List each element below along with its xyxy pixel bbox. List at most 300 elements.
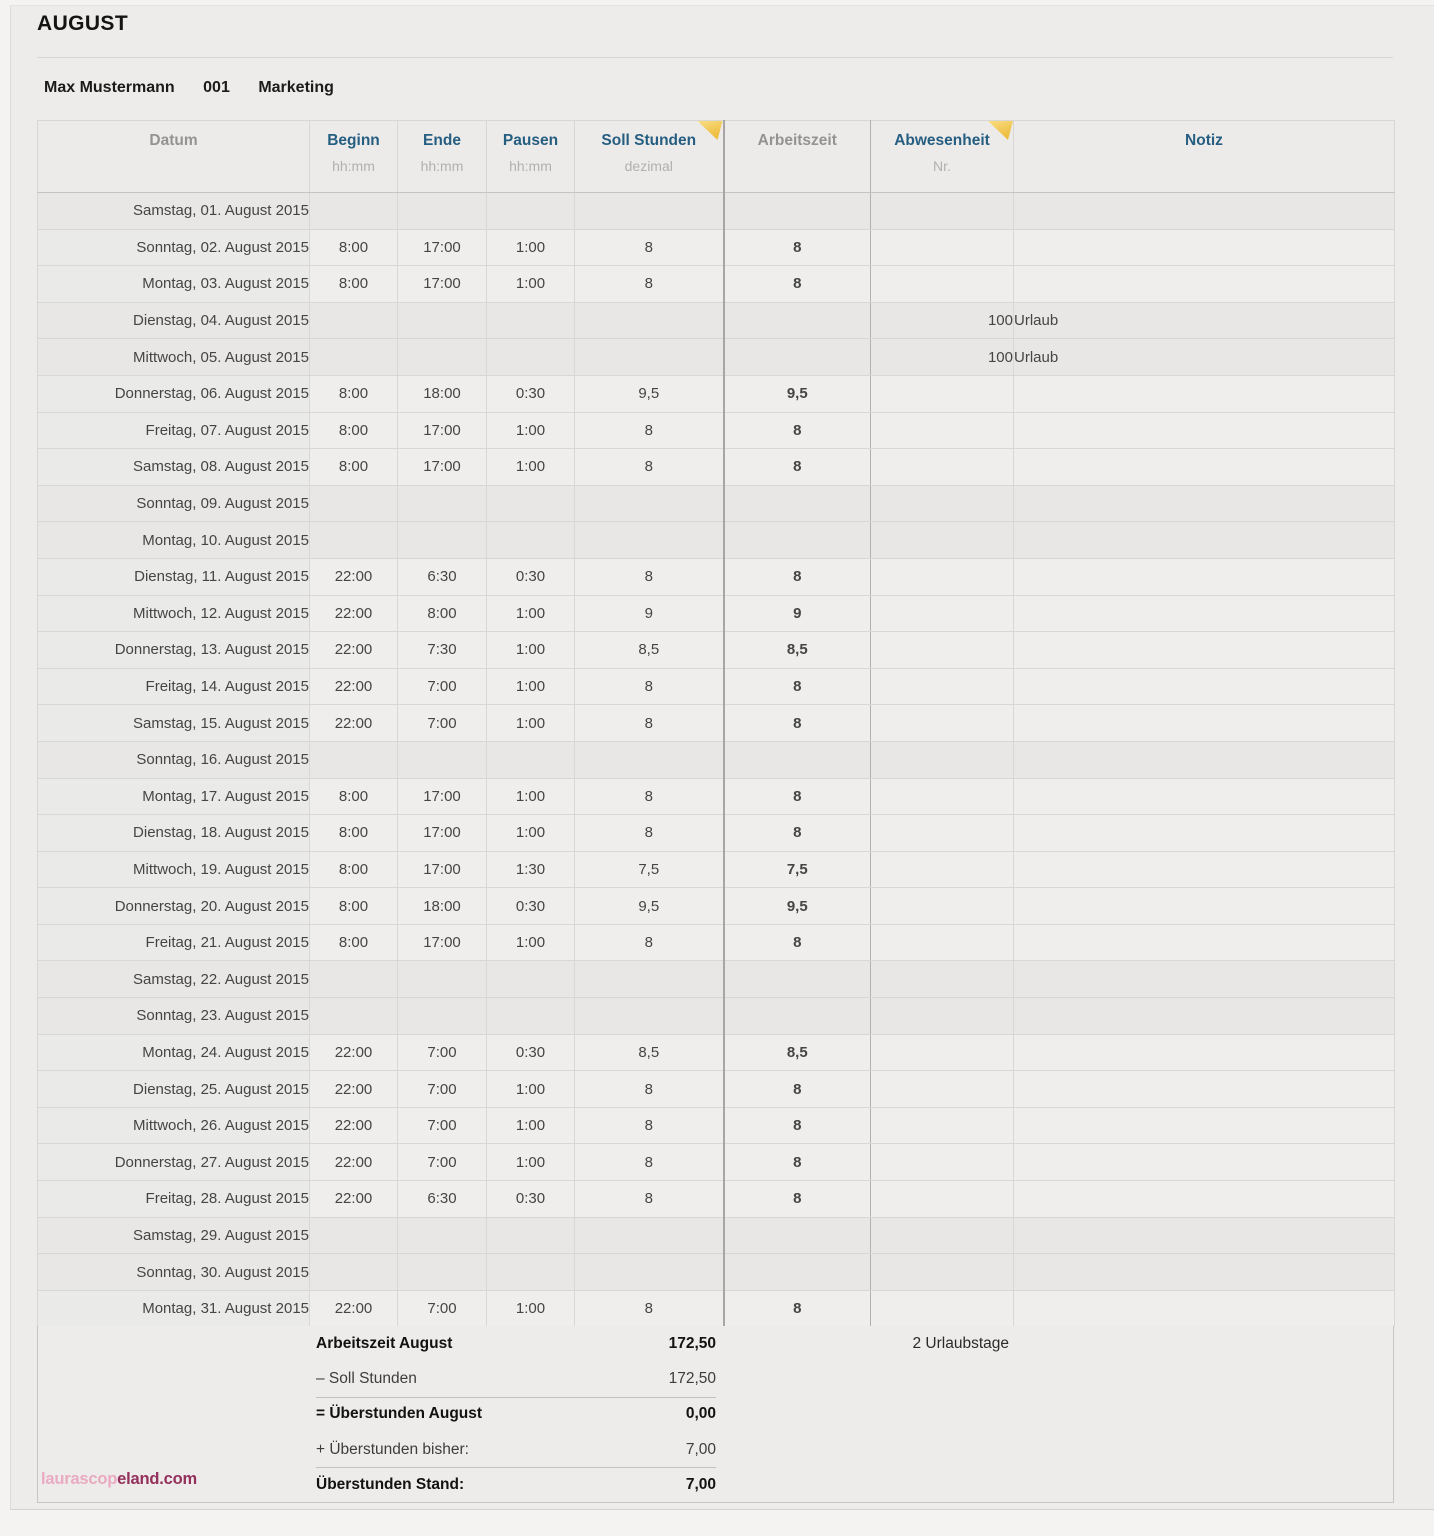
cell-date[interactable]: Mittwoch, 05. August 2015 — [38, 339, 310, 376]
cell-notiz[interactable] — [1014, 705, 1395, 742]
cell-pausen[interactable] — [487, 1217, 575, 1254]
cell-date[interactable]: Samstag, 08. August 2015 — [38, 449, 310, 486]
cell-beginn[interactable]: 8:00 — [310, 888, 398, 925]
cell-abwesenheit[interactable] — [871, 741, 1014, 778]
cell-ende[interactable]: 7:00 — [398, 1034, 487, 1071]
cell-arbeitszeit[interactable]: 8 — [724, 1290, 871, 1327]
cell-pausen[interactable]: 1:00 — [487, 1071, 575, 1108]
timesheet-page — [10, 5, 1434, 1510]
cell-soll[interactable]: 8 — [575, 412, 724, 449]
cell-pausen[interactable]: 1:00 — [487, 1107, 575, 1144]
cell-arbeitszeit[interactable]: 8 — [724, 412, 871, 449]
cell-ende[interactable]: 7:00 — [398, 705, 487, 742]
cell-date[interactable]: Sonntag, 16. August 2015 — [38, 741, 310, 778]
cell-ende[interactable]: 18:00 — [398, 888, 487, 925]
cell-abwesenheit[interactable] — [871, 1071, 1014, 1108]
cell-notiz[interactable] — [1014, 815, 1395, 852]
cell-soll[interactable] — [575, 741, 724, 778]
cell-soll[interactable]: 8 — [575, 1144, 724, 1181]
cell-abwesenheit[interactable] — [871, 375, 1014, 412]
table-row — [38, 1290, 1395, 1327]
cell-date[interactable]: Donnerstag, 06. August 2015 — [38, 375, 310, 412]
cell-soll[interactable] — [575, 1217, 724, 1254]
cell-ende[interactable] — [398, 998, 487, 1035]
table-row — [38, 1181, 1395, 1218]
cell-date[interactable]: Sonntag, 23. August 2015 — [38, 998, 310, 1035]
cell-arbeitszeit[interactable]: 8 — [724, 1144, 871, 1181]
cell-soll[interactable]: 8 — [575, 815, 724, 852]
cell-date[interactable]: Samstag, 29. August 2015 — [38, 1217, 310, 1254]
cell-soll[interactable]: 8 — [575, 266, 724, 303]
cell-soll[interactable]: 8 — [575, 778, 724, 815]
cell-beginn[interactable] — [310, 339, 398, 376]
cell-abwesenheit[interactable] — [871, 449, 1014, 486]
timesheet-table — [37, 120, 1396, 1327]
cell-soll[interactable]: 8 — [575, 1107, 724, 1144]
cell-abwesenheit[interactable] — [871, 229, 1014, 266]
cell-beginn[interactable]: 8:00 — [310, 851, 398, 888]
summary-value: 7,00 — [685, 1475, 716, 1493]
table-row — [38, 339, 1395, 376]
cell-arbeitszeit[interactable]: 9 — [724, 595, 871, 632]
cell-notiz[interactable] — [1014, 1217, 1395, 1254]
cell-soll[interactable]: 8 — [575, 229, 724, 266]
cell-beginn[interactable]: 22:00 — [310, 632, 398, 669]
cell-ende[interactable] — [398, 302, 487, 339]
cell-notiz[interactable] — [1014, 961, 1395, 998]
summary-label: – Soll Stunden — [316, 1369, 417, 1387]
cell-soll[interactable]: 8 — [575, 705, 724, 742]
cell-beginn[interactable] — [310, 998, 398, 1035]
cell-ende[interactable] — [398, 193, 487, 230]
cell-soll[interactable]: 9,5 — [575, 888, 724, 925]
cell-abwesenheit[interactable] — [871, 1254, 1014, 1291]
cell-pausen[interactable] — [487, 302, 575, 339]
cell-arbeitszeit[interactable] — [724, 339, 871, 376]
cell-ende[interactable]: 6:30 — [398, 558, 487, 595]
cell-abwesenheit[interactable] — [871, 668, 1014, 705]
cell-arbeitszeit[interactable]: 8 — [724, 668, 871, 705]
cell-soll[interactable]: 8,5 — [575, 1034, 724, 1071]
cell-abwesenheit[interactable] — [871, 485, 1014, 522]
cell-soll[interactable] — [575, 193, 724, 230]
summary-value: 172,50 — [668, 1369, 716, 1387]
cell-beginn[interactable] — [310, 1217, 398, 1254]
table-row — [38, 1254, 1395, 1291]
cell-abwesenheit[interactable] — [871, 705, 1014, 742]
table-row — [38, 485, 1395, 522]
cell-arbeitszeit[interactable]: 8 — [724, 558, 871, 595]
table-row — [38, 1217, 1395, 1254]
cell-soll[interactable]: 8,5 — [575, 632, 724, 669]
cell-pausen[interactable]: 1:00 — [487, 668, 575, 705]
summary-row — [38, 1432, 1393, 1467]
cell-beginn[interactable]: 8:00 — [310, 412, 398, 449]
cell-ende[interactable]: 7:00 — [398, 668, 487, 705]
employee-id[interactable]: 001 — [203, 79, 230, 96]
summary-value: 172,50 — [668, 1334, 716, 1352]
table-row — [38, 302, 1395, 339]
cell-arbeitszeit[interactable]: 8 — [724, 815, 871, 852]
cell-date[interactable]: Freitag, 07. August 2015 — [38, 412, 310, 449]
cell-date[interactable]: Sonntag, 09. August 2015 — [38, 485, 310, 522]
cell-beginn[interactable]: 22:00 — [310, 1290, 398, 1327]
summary-value: 7,00 — [685, 1440, 716, 1458]
cell-abwesenheit[interactable] — [871, 851, 1014, 888]
cell-soll[interactable]: 7,5 — [575, 851, 724, 888]
cell-abwesenheit[interactable] — [871, 961, 1014, 998]
cell-date[interactable]: Sonntag, 02. August 2015 — [38, 229, 310, 266]
cell-notiz[interactable] — [1014, 485, 1395, 522]
cell-notiz[interactable] — [1014, 924, 1395, 961]
table-row — [38, 998, 1395, 1035]
cell-pausen[interactable]: 1:00 — [487, 1144, 575, 1181]
cell-pausen[interactable]: 1:00 — [487, 632, 575, 669]
cell-ende[interactable]: 17:00 — [398, 851, 487, 888]
cell-date[interactable]: Mittwoch, 12. August 2015 — [38, 595, 310, 632]
cell-date[interactable]: Samstag, 01. August 2015 — [38, 193, 310, 230]
cell-soll[interactable]: 8 — [575, 558, 724, 595]
table-row — [38, 1107, 1395, 1144]
cell-arbeitszeit[interactable] — [724, 522, 871, 559]
summary-label: Überstunden Stand: — [316, 1475, 465, 1493]
cell-ende[interactable]: 17:00 — [398, 778, 487, 815]
cell-arbeitszeit[interactable]: 7,5 — [724, 851, 871, 888]
cell-beginn[interactable]: 22:00 — [310, 595, 398, 632]
cell-ende[interactable]: 17:00 — [398, 412, 487, 449]
cell-date[interactable]: Samstag, 15. August 2015 — [38, 705, 310, 742]
cell-notiz[interactable] — [1014, 1144, 1395, 1181]
employee-department[interactable]: Marketing — [258, 79, 334, 96]
cell-pausen[interactable]: 1:30 — [487, 851, 575, 888]
cell-beginn[interactable]: 8:00 — [310, 815, 398, 852]
cell-abwesenheit[interactable] — [871, 1181, 1014, 1218]
cell-soll[interactable] — [575, 339, 724, 376]
watermark — [41, 1470, 197, 1489]
cell-pausen[interactable]: 1:00 — [487, 595, 575, 632]
cell-arbeitszeit[interactable] — [724, 1254, 871, 1291]
cell-soll[interactable] — [575, 1254, 724, 1291]
cell-abwesenheit[interactable] — [871, 1034, 1014, 1071]
table-row — [38, 741, 1395, 778]
cell-notiz[interactable] — [1014, 375, 1395, 412]
cell-notiz[interactable] — [1014, 193, 1395, 230]
cell-soll[interactable]: 8 — [575, 668, 724, 705]
cell-abwesenheit[interactable] — [871, 412, 1014, 449]
employee-row — [44, 79, 358, 97]
cell-pausen[interactable]: 0:30 — [487, 1181, 575, 1218]
cell-beginn[interactable] — [310, 961, 398, 998]
cell-beginn[interactable]: 22:00 — [310, 558, 398, 595]
cell-ende[interactable] — [398, 485, 487, 522]
cell-beginn[interactable]: 8:00 — [310, 375, 398, 412]
cell-ende[interactable]: 7:00 — [398, 1071, 487, 1108]
cell-date[interactable]: Montag, 03. August 2015 — [38, 266, 310, 303]
cell-pausen[interactable] — [487, 339, 575, 376]
cell-pausen[interactable]: 1:00 — [487, 229, 575, 266]
table-row — [38, 705, 1395, 742]
cell-ende[interactable] — [398, 522, 487, 559]
cell-date[interactable]: Montag, 10. August 2015 — [38, 522, 310, 559]
cell-notiz[interactable] — [1014, 595, 1395, 632]
cell-arbeitszeit[interactable] — [724, 741, 871, 778]
cell-beginn[interactable]: 22:00 — [310, 1181, 398, 1218]
cell-notiz[interactable]: Urlaub — [1014, 339, 1395, 376]
cell-pausen[interactable]: 1:00 — [487, 449, 575, 486]
cell-abwesenheit[interactable] — [871, 778, 1014, 815]
cell-pausen[interactable]: 1:00 — [487, 705, 575, 742]
cell-ende[interactable]: 7:00 — [398, 1107, 487, 1144]
cell-pausen[interactable] — [487, 193, 575, 230]
cell-date[interactable]: Dienstag, 04. August 2015 — [38, 302, 310, 339]
cell-arbeitszeit[interactable]: 9,5 — [724, 375, 871, 412]
cell-arbeitszeit[interactable] — [724, 485, 871, 522]
cell-pausen[interactable]: 1:00 — [487, 815, 575, 852]
cell-beginn[interactable]: 22:00 — [310, 1071, 398, 1108]
cell-ende[interactable]: 6:30 — [398, 1181, 487, 1218]
cell-pausen[interactable]: 1:00 — [487, 924, 575, 961]
cell-ende[interactable]: 7:00 — [398, 1290, 487, 1327]
cell-soll[interactable]: 8 — [575, 1071, 724, 1108]
cell-date[interactable]: Donnerstag, 13. August 2015 — [38, 632, 310, 669]
cell-soll[interactable]: 9 — [575, 595, 724, 632]
cell-beginn[interactable] — [310, 302, 398, 339]
cell-beginn[interactable]: 8:00 — [310, 778, 398, 815]
cell-beginn[interactable]: 8:00 — [310, 449, 398, 486]
cell-date[interactable]: Sonntag, 30. August 2015 — [38, 1254, 310, 1291]
cell-arbeitszeit[interactable]: 8 — [724, 266, 871, 303]
cell-notiz[interactable] — [1014, 1254, 1395, 1291]
table-row — [38, 229, 1395, 266]
cell-pausen[interactable] — [487, 741, 575, 778]
title-divider — [37, 57, 1393, 58]
cell-notiz[interactable] — [1014, 632, 1395, 669]
cell-notiz[interactable] — [1014, 668, 1395, 705]
cell-soll[interactable] — [575, 998, 724, 1035]
cell-pausen[interactable] — [487, 998, 575, 1035]
table-row — [38, 375, 1395, 412]
cell-arbeitszeit[interactable] — [724, 998, 871, 1035]
cell-notiz[interactable] — [1014, 998, 1395, 1035]
table-row — [38, 1034, 1395, 1071]
cell-arbeitszeit[interactable]: 8 — [724, 1181, 871, 1218]
cell-arbeitszeit[interactable] — [724, 1217, 871, 1254]
cell-date[interactable]: Dienstag, 18. August 2015 — [38, 815, 310, 852]
table-row — [38, 595, 1395, 632]
cell-arbeitszeit[interactable]: 8 — [724, 1071, 871, 1108]
cell-beginn[interactable]: 8:00 — [310, 924, 398, 961]
cell-abwesenheit[interactable] — [871, 632, 1014, 669]
table-row — [38, 961, 1395, 998]
cell-abwesenheit[interactable] — [871, 522, 1014, 559]
summary-label: + Überstunden bisher: — [316, 1440, 469, 1458]
cell-arbeitszeit[interactable] — [724, 302, 871, 339]
cell-date[interactable]: Freitag, 21. August 2015 — [38, 924, 310, 961]
cell-arbeitszeit[interactable]: 8 — [724, 1107, 871, 1144]
cell-date[interactable]: Montag, 24. August 2015 — [38, 1034, 310, 1071]
cell-abwesenheit[interactable] — [871, 595, 1014, 632]
cell-soll[interactable]: 8 — [575, 449, 724, 486]
cell-ende[interactable] — [398, 1217, 487, 1254]
col-header-arbeitszeit: Arbeitszeit — [724, 121, 871, 193]
page-title: AUGUST — [37, 12, 129, 35]
summary-label: Arbeitszeit August — [316, 1334, 453, 1352]
table-row — [38, 851, 1395, 888]
watermark-dark: eland.com — [117, 1470, 197, 1488]
cell-abwesenheit[interactable] — [871, 888, 1014, 925]
cell-date[interactable]: Dienstag, 25. August 2015 — [38, 1071, 310, 1108]
cell-ende[interactable]: 7:00 — [398, 1144, 487, 1181]
cell-notiz[interactable] — [1014, 522, 1395, 559]
cell-arbeitszeit[interactable] — [724, 193, 871, 230]
cell-notiz[interactable] — [1014, 1034, 1395, 1071]
cell-pausen[interactable]: 1:00 — [487, 778, 575, 815]
table-row — [38, 1144, 1395, 1181]
cell-beginn[interactable]: 8:00 — [310, 266, 398, 303]
cell-pausen[interactable]: 1:00 — [487, 266, 575, 303]
watermark-light: laurascop — [41, 1470, 118, 1488]
cell-ende[interactable]: 17:00 — [398, 815, 487, 852]
cell-notiz[interactable] — [1014, 888, 1395, 925]
cell-ende[interactable] — [398, 741, 487, 778]
cell-ende[interactable]: 17:00 — [398, 449, 487, 486]
cell-ende[interactable] — [398, 339, 487, 376]
cell-ende[interactable]: 17:00 — [398, 266, 487, 303]
col-header-ende: Ende hh:mm — [398, 121, 487, 193]
cell-arbeitszeit[interactable]: 8 — [724, 705, 871, 742]
cell-beginn[interactable]: 22:00 — [310, 705, 398, 742]
table-row — [38, 778, 1395, 815]
cell-soll[interactable] — [575, 961, 724, 998]
cell-date[interactable]: Montag, 31. August 2015 — [38, 1290, 310, 1327]
cell-ende[interactable]: 7:30 — [398, 632, 487, 669]
cell-notiz[interactable] — [1014, 229, 1395, 266]
cell-soll[interactable]: 8 — [575, 924, 724, 961]
cell-ende[interactable] — [398, 961, 487, 998]
cell-beginn[interactable]: 22:00 — [310, 1107, 398, 1144]
cell-abwesenheit[interactable] — [871, 1107, 1014, 1144]
cell-notiz[interactable] — [1014, 741, 1395, 778]
cell-soll[interactable] — [575, 302, 724, 339]
cell-notiz[interactable] — [1014, 412, 1395, 449]
cell-date[interactable]: Samstag, 22. August 2015 — [38, 961, 310, 998]
cell-notiz[interactable] — [1014, 851, 1395, 888]
cell-pausen[interactable]: 0:30 — [487, 888, 575, 925]
cell-beginn[interactable] — [310, 485, 398, 522]
timesheet-body — [38, 193, 1395, 1327]
cell-date[interactable]: Freitag, 28. August 2015 — [38, 1181, 310, 1218]
summary-row — [38, 1361, 1393, 1396]
cell-notiz[interactable] — [1014, 1071, 1395, 1108]
cell-notiz[interactable]: Urlaub — [1014, 302, 1395, 339]
cell-abwesenheit[interactable] — [871, 1217, 1014, 1254]
cell-ende[interactable]: 8:00 — [398, 595, 487, 632]
cell-ende[interactable]: 17:00 — [398, 924, 487, 961]
cell-abwesenheit[interactable] — [871, 1290, 1014, 1327]
cell-beginn[interactable] — [310, 193, 398, 230]
cell-beginn[interactable]: 22:00 — [310, 1034, 398, 1071]
cell-abwesenheit[interactable]: 100 — [871, 339, 1014, 376]
cell-arbeitszeit[interactable]: 8 — [724, 449, 871, 486]
cell-abwesenheit[interactable] — [871, 266, 1014, 303]
cell-abwesenheit[interactable] — [871, 815, 1014, 852]
col-header-abwesenheit: Abwesenheit Nr. — [871, 121, 1014, 193]
cell-date[interactable]: Donnerstag, 20. August 2015 — [38, 888, 310, 925]
cell-pausen[interactable]: 1:00 — [487, 1290, 575, 1327]
table-row — [38, 266, 1395, 303]
cell-soll[interactable]: 8 — [575, 1181, 724, 1218]
cell-beginn[interactable] — [310, 522, 398, 559]
cell-arbeitszeit[interactable] — [724, 961, 871, 998]
cell-pausen[interactable] — [487, 1254, 575, 1291]
summary-row — [38, 1397, 1393, 1432]
cell-notiz[interactable] — [1014, 558, 1395, 595]
cell-abwesenheit[interactable] — [871, 924, 1014, 961]
cell-beginn[interactable]: 22:00 — [310, 668, 398, 705]
table-row — [38, 632, 1395, 669]
cell-pausen[interactable]: 1:00 — [487, 412, 575, 449]
cell-pausen[interactable] — [487, 961, 575, 998]
cell-beginn[interactable]: 22:00 — [310, 1144, 398, 1181]
cell-pausen[interactable] — [487, 522, 575, 559]
cell-notiz[interactable] — [1014, 1290, 1395, 1327]
cell-arbeitszeit[interactable]: 8 — [724, 229, 871, 266]
cell-beginn[interactable] — [310, 741, 398, 778]
cell-notiz[interactable] — [1014, 449, 1395, 486]
cell-arbeitszeit[interactable]: 9,5 — [724, 888, 871, 925]
cell-notiz[interactable] — [1014, 1181, 1395, 1218]
cell-ende[interactable] — [398, 1254, 487, 1291]
cell-pausen[interactable]: 0:30 — [487, 375, 575, 412]
cell-abwesenheit[interactable] — [871, 1144, 1014, 1181]
vacation-note: 2 Urlaubstage — [912, 1334, 1009, 1352]
cell-notiz[interactable] — [1014, 266, 1395, 303]
cell-pausen[interactable] — [487, 485, 575, 522]
cell-date[interactable]: Montag, 17. August 2015 — [38, 778, 310, 815]
cell-date[interactable]: Mittwoch, 19. August 2015 — [38, 851, 310, 888]
summary-label: = Überstunden August — [316, 1405, 483, 1423]
cell-date[interactable]: Donnerstag, 27. August 2015 — [38, 1144, 310, 1181]
cell-beginn[interactable] — [310, 1254, 398, 1291]
cell-abwesenheit[interactable] — [871, 998, 1014, 1035]
cell-abwesenheit[interactable] — [871, 193, 1014, 230]
employee-name[interactable]: Max Mustermann — [44, 79, 175, 96]
cell-soll[interactable]: 8 — [575, 1290, 724, 1327]
cell-arbeitszeit[interactable]: 8 — [724, 778, 871, 815]
table-row — [38, 558, 1395, 595]
cell-soll[interactable] — [575, 522, 724, 559]
cell-ende[interactable]: 18:00 — [398, 375, 487, 412]
header-row — [38, 121, 1395, 193]
cell-beginn[interactable]: 8:00 — [310, 229, 398, 266]
table-row — [38, 412, 1395, 449]
cell-notiz[interactable] — [1014, 778, 1395, 815]
cell-arbeitszeit[interactable]: 8 — [724, 924, 871, 961]
cell-arbeitszeit[interactable]: 8,5 — [724, 632, 871, 669]
cell-abwesenheit[interactable]: 100 — [871, 302, 1014, 339]
cell-ende[interactable]: 17:00 — [398, 229, 487, 266]
cell-abwesenheit[interactable] — [871, 558, 1014, 595]
cell-arbeitszeit[interactable]: 8,5 — [724, 1034, 871, 1071]
cell-notiz[interactable] — [1014, 1107, 1395, 1144]
cell-date[interactable]: Freitag, 14. August 2015 — [38, 668, 310, 705]
cell-pausen[interactable]: 0:30 — [487, 1034, 575, 1071]
cell-soll[interactable] — [575, 485, 724, 522]
cell-pausen[interactable]: 0:30 — [487, 558, 575, 595]
cell-soll[interactable]: 9,5 — [575, 375, 724, 412]
cell-date[interactable]: Mittwoch, 26. August 2015 — [38, 1107, 310, 1144]
cell-date[interactable]: Dienstag, 11. August 2015 — [38, 558, 310, 595]
